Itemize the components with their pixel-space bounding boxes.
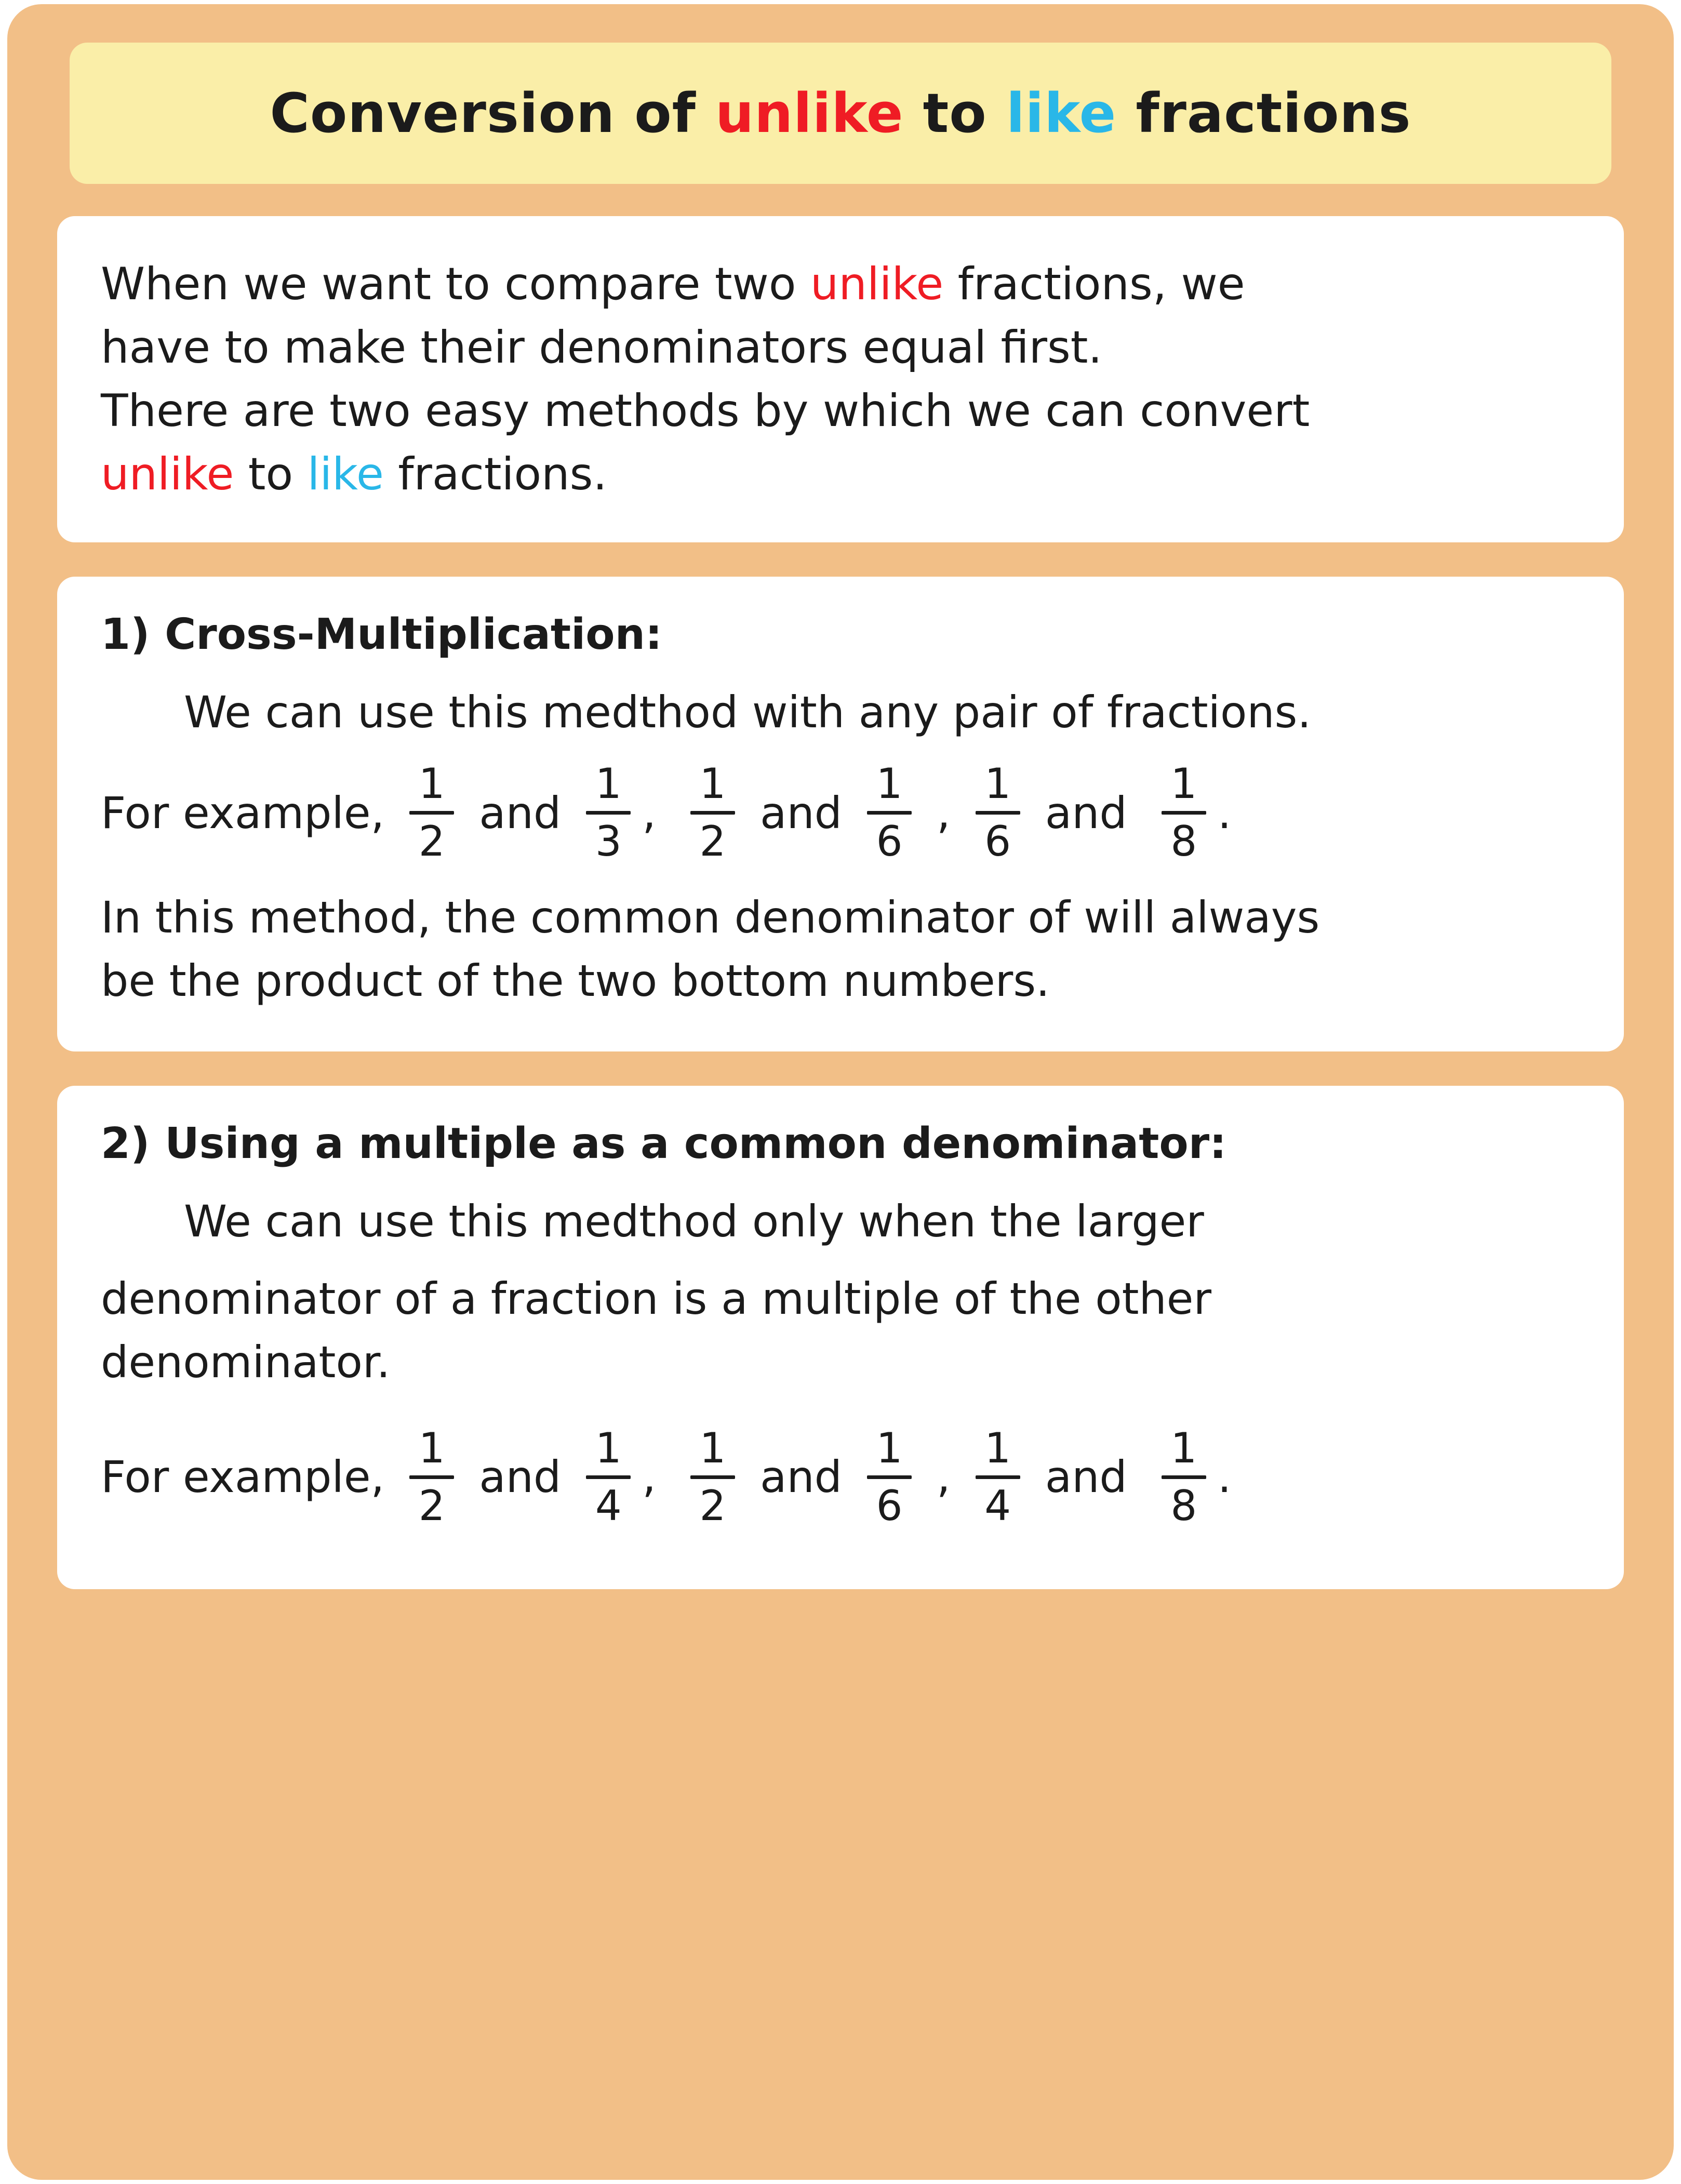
intro-line-4-b: fractions. bbox=[383, 448, 607, 501]
orange-frame bbox=[7, 4, 1674, 2180]
fraction-bar bbox=[1162, 1475, 1206, 1479]
fraction-2-1-denominator: 2 bbox=[418, 1481, 445, 1530]
fraction-bar bbox=[409, 1475, 454, 1479]
method-2-card bbox=[57, 1086, 1624, 1589]
page-title-banner bbox=[70, 43, 1611, 184]
title-part-2: to bbox=[903, 82, 1006, 145]
fraction-2-3 bbox=[690, 1423, 735, 1530]
fraction-2-2 bbox=[586, 1423, 631, 1530]
fraction-2-1-numerator: 1 bbox=[418, 1423, 445, 1472]
fraction-2-4-numerator: 1 bbox=[876, 1423, 903, 1472]
fraction-1-5-denominator: 6 bbox=[984, 817, 1011, 866]
fraction-1-3 bbox=[690, 760, 735, 866]
fraction-1-4 bbox=[867, 760, 912, 866]
fraction-1-1 bbox=[409, 760, 454, 866]
method-1-body-line-1: In this method, the common denominator of will always bbox=[101, 892, 1320, 943]
method-2-subtext-line-3: denominator. bbox=[101, 1337, 391, 1388]
title-part-1: Conversion of bbox=[270, 82, 716, 145]
fraction-1-4-numerator: 1 bbox=[876, 760, 903, 808]
fraction-2-1 bbox=[409, 1423, 454, 1530]
fraction-2-5 bbox=[976, 1423, 1020, 1530]
method-2-and-3: and bbox=[1045, 1451, 1127, 1503]
fraction-1-6-denominator: 8 bbox=[1170, 817, 1197, 866]
fraction-1-6 bbox=[1162, 760, 1206, 866]
intro-line-4-a: to bbox=[234, 448, 308, 501]
fraction-2-2-denominator: 4 bbox=[595, 1481, 622, 1530]
fraction-bar bbox=[867, 1475, 912, 1479]
method-2-example-prefix: For example, bbox=[101, 1451, 385, 1503]
method-2-subtext-line-2: denominator of a fraction is a multiple of the other bbox=[101, 1273, 1211, 1325]
fraction-bar bbox=[1162, 811, 1206, 815]
method-1-example-row bbox=[101, 760, 1580, 866]
fraction-1-4-denominator: 6 bbox=[876, 817, 903, 866]
fraction-bar bbox=[586, 1475, 631, 1479]
fraction-2-3-numerator: 1 bbox=[699, 1423, 726, 1472]
fraction-1-3-numerator: 1 bbox=[699, 760, 726, 808]
method-1-comma-1: , bbox=[642, 787, 656, 838]
method-1-and-3: and bbox=[1045, 787, 1127, 838]
method-1-heading: 1) Cross-Multiplication: bbox=[101, 610, 662, 660]
method-2-and-1: and bbox=[479, 1451, 562, 1503]
intro-line-4-like: like bbox=[307, 448, 384, 501]
fraction-2-4-denominator: 6 bbox=[876, 1481, 903, 1530]
method-1-comma-2: , bbox=[937, 787, 951, 838]
fraction-2-6-denominator: 8 bbox=[1170, 1481, 1197, 1530]
method-1-and-1: and bbox=[479, 787, 562, 838]
method-1-body bbox=[101, 886, 1580, 1013]
intro-line-1-a: When we want to compare two bbox=[101, 258, 810, 310]
fraction-2-6-numerator: 1 bbox=[1170, 1423, 1197, 1472]
method-1-and-2: and bbox=[759, 787, 843, 838]
fraction-1-1-numerator: 1 bbox=[418, 760, 445, 808]
intro-line-1-unlike: unlike bbox=[810, 258, 944, 310]
intro-line-2: have to make their denominators equal first. bbox=[101, 322, 1102, 374]
fraction-bar bbox=[976, 811, 1020, 815]
fraction-1-6-numerator: 1 bbox=[1170, 760, 1197, 808]
fraction-1-5-numerator: 1 bbox=[984, 760, 1011, 808]
fraction-1-1-denominator: 2 bbox=[418, 817, 445, 866]
fraction-2-4 bbox=[867, 1423, 912, 1530]
intro-line-4 bbox=[101, 443, 1580, 506]
fraction-1-2-numerator: 1 bbox=[595, 760, 622, 808]
fraction-bar bbox=[690, 811, 735, 815]
fraction-2-6 bbox=[1162, 1423, 1206, 1530]
method-1-example-prefix: For example, bbox=[101, 787, 385, 838]
fraction-1-3-denominator: 2 bbox=[699, 817, 726, 866]
method-2-and-2: and bbox=[759, 1451, 843, 1503]
fraction-bar bbox=[976, 1475, 1020, 1479]
intro-line-1-b: fractions, we bbox=[943, 258, 1245, 310]
method-1-period: . bbox=[1217, 787, 1232, 838]
fraction-1-2 bbox=[586, 760, 631, 866]
method-2-subtext-line-1: We can use this medthod only when the larger bbox=[184, 1195, 1204, 1247]
method-2-comma-2: , bbox=[937, 1451, 951, 1503]
fraction-1-5 bbox=[976, 760, 1020, 866]
fraction-2-5-numerator: 1 bbox=[984, 1423, 1011, 1472]
intro-card bbox=[57, 216, 1624, 542]
intro-line-4-unlike: unlike bbox=[101, 448, 234, 501]
method-2-heading: 2) Using a multiple as a common denominator: bbox=[101, 1118, 1226, 1168]
page-title bbox=[270, 82, 1411, 145]
fraction-bar bbox=[867, 811, 912, 815]
method-1-body-line-2: be the product of the two bottom numbers. bbox=[101, 955, 1050, 1006]
title-part-3: fractions bbox=[1116, 82, 1411, 145]
fraction-2-2-numerator: 1 bbox=[595, 1423, 622, 1472]
fraction-bar bbox=[586, 811, 631, 815]
method-2-comma-1: , bbox=[642, 1451, 656, 1503]
title-like: like bbox=[1006, 82, 1117, 145]
fraction-2-3-denominator: 2 bbox=[699, 1481, 726, 1530]
method-1-card bbox=[57, 577, 1624, 1051]
intro-line-1 bbox=[101, 252, 1580, 316]
fraction-bar bbox=[409, 811, 454, 815]
method-1-subtext: We can use this medthod with any pair of fractions. bbox=[184, 687, 1312, 738]
method-2-example-row bbox=[101, 1423, 1580, 1530]
fraction-2-5-denominator: 4 bbox=[984, 1481, 1011, 1530]
intro-line-3: There are two easy methods by which we can convert bbox=[101, 385, 1310, 437]
fraction-1-2-denominator: 3 bbox=[595, 817, 622, 866]
method-2-period: . bbox=[1217, 1451, 1232, 1503]
method-2-subtext-rest bbox=[101, 1268, 1580, 1394]
fraction-bar bbox=[690, 1475, 735, 1479]
title-unlike: unlike bbox=[715, 82, 904, 145]
